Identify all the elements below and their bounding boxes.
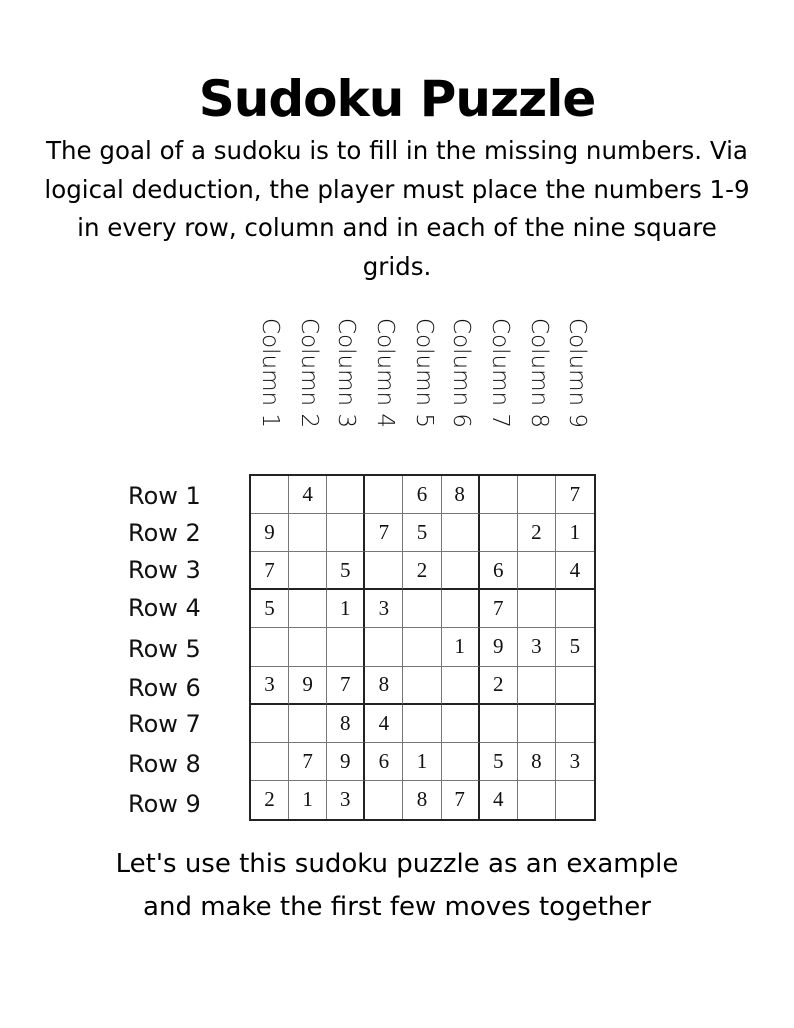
sudoku-cell[interactable]: [403, 628, 441, 666]
sudoku-cell[interactable]: [365, 476, 403, 514]
sudoku-cell[interactable]: 1: [556, 514, 594, 552]
sudoku-cell[interactable]: [365, 628, 403, 666]
sudoku-cell[interactable]: 7: [442, 781, 480, 819]
sudoku-cell[interactable]: [251, 628, 289, 666]
sudoku-cell[interactable]: [365, 781, 403, 819]
sudoku-cell[interactable]: [442, 705, 480, 743]
sudoku-cell[interactable]: 7: [327, 667, 365, 705]
column-label: Column 7: [487, 318, 513, 429]
sudoku-cell[interactable]: 5: [403, 514, 441, 552]
sudoku-cell[interactable]: [556, 781, 594, 819]
sudoku-cell[interactable]: 4: [556, 552, 594, 590]
sudoku-cell[interactable]: [327, 628, 365, 666]
sudoku-cell[interactable]: 8: [403, 781, 441, 819]
sudoku-cell[interactable]: [480, 514, 518, 552]
sudoku-cell[interactable]: 9: [327, 743, 365, 781]
sudoku-cell[interactable]: [289, 514, 327, 552]
sudoku-cell[interactable]: [327, 514, 365, 552]
column-label: Column 5: [411, 318, 437, 429]
intro-paragraph: The goal of a sudoku is to fill in the missing numbers. Via logical deduction, the player must place the numbers 1-9 in every row, column and in each of the nine square grids.: [44, 136, 750, 281]
outro-paragraph: Let's use this sudoku puzzle as an example and make the first few moves together: [115, 849, 679, 922]
sudoku-cell[interactable]: 4: [480, 781, 518, 819]
sudoku-cell[interactable]: [442, 667, 480, 705]
column-label: Column 4: [372, 318, 398, 429]
sudoku-cell[interactable]: 7: [480, 590, 518, 628]
sudoku-cell[interactable]: 7: [365, 514, 403, 552]
sudoku-cell[interactable]: [518, 476, 556, 514]
row-label: Row 1: [128, 482, 201, 510]
column-label: Column 9: [564, 318, 590, 429]
sudoku-cell[interactable]: 7: [289, 743, 327, 781]
sudoku-cell[interactable]: 8: [327, 705, 365, 743]
sudoku-cell[interactable]: 5: [480, 743, 518, 781]
sudoku-grid: [249, 474, 596, 821]
sudoku-cell[interactable]: 5: [556, 628, 594, 666]
row-label: Row 6: [128, 674, 201, 702]
sudoku-cell[interactable]: 9: [251, 514, 289, 552]
sudoku-cell[interactable]: 5: [327, 552, 365, 590]
sudoku-cell[interactable]: [251, 743, 289, 781]
sudoku-cell[interactable]: [442, 590, 480, 628]
page-title: Sudoku Puzzle: [198, 70, 596, 128]
sudoku-cell[interactable]: [518, 590, 556, 628]
sudoku-cell[interactable]: [518, 667, 556, 705]
sudoku-cell[interactable]: 2: [518, 514, 556, 552]
sudoku-cell[interactable]: [556, 590, 594, 628]
sudoku-cell[interactable]: [365, 552, 403, 590]
sudoku-cell[interactable]: 1: [403, 743, 441, 781]
sudoku-cell[interactable]: [289, 705, 327, 743]
sudoku-cell[interactable]: [442, 743, 480, 781]
row-label: Row 5: [128, 635, 201, 663]
sudoku-cell[interactable]: 9: [480, 628, 518, 666]
row-label: Row 2: [128, 519, 201, 547]
sudoku-cell[interactable]: 1: [289, 781, 327, 819]
sudoku-cell[interactable]: 3: [327, 781, 365, 819]
row-label: Row 4: [128, 594, 201, 622]
column-label: Column 2: [296, 318, 322, 429]
sudoku-cell[interactable]: [518, 552, 556, 590]
sudoku-cell[interactable]: [403, 590, 441, 628]
sudoku-cell[interactable]: [442, 552, 480, 590]
sudoku-cell[interactable]: 2: [403, 552, 441, 590]
sudoku-cell[interactable]: 3: [518, 628, 556, 666]
sudoku-cell[interactable]: [556, 667, 594, 705]
sudoku-cell[interactable]: [327, 476, 365, 514]
sudoku-cell[interactable]: 9: [289, 667, 327, 705]
sudoku-cell[interactable]: 8: [518, 743, 556, 781]
sudoku-cell[interactable]: [289, 552, 327, 590]
row-label: Row 9: [128, 790, 201, 818]
sudoku-cell[interactable]: 7: [556, 476, 594, 514]
sudoku-cell[interactable]: [403, 705, 441, 743]
sudoku-cell[interactable]: 6: [403, 476, 441, 514]
column-label: Column 8: [526, 318, 552, 429]
sudoku-cell[interactable]: 2: [251, 781, 289, 819]
sudoku-cell[interactable]: [480, 705, 518, 743]
sudoku-cell[interactable]: 2: [480, 667, 518, 705]
sudoku-cell[interactable]: [289, 590, 327, 628]
sudoku-cell[interactable]: 7: [251, 552, 289, 590]
sudoku-cell[interactable]: 6: [365, 743, 403, 781]
sudoku-cell[interactable]: [403, 667, 441, 705]
sudoku-cell[interactable]: [480, 476, 518, 514]
sudoku-cell[interactable]: [251, 705, 289, 743]
sudoku-cell[interactable]: [518, 781, 556, 819]
sudoku-cell[interactable]: [556, 705, 594, 743]
sudoku-cell[interactable]: 4: [289, 476, 327, 514]
column-label: Column 1: [257, 318, 283, 429]
sudoku-cell[interactable]: 3: [556, 743, 594, 781]
sudoku-cell[interactable]: 1: [327, 590, 365, 628]
sudoku-cell[interactable]: 3: [251, 667, 289, 705]
sudoku-cell[interactable]: 4: [365, 705, 403, 743]
column-label: Column 6: [448, 318, 474, 429]
sudoku-cell[interactable]: 8: [365, 667, 403, 705]
sudoku-cell[interactable]: 3: [365, 590, 403, 628]
sudoku-cell[interactable]: 5: [251, 590, 289, 628]
sudoku-cell[interactable]: [518, 705, 556, 743]
sudoku-cell[interactable]: [289, 628, 327, 666]
column-label: Column 3: [333, 318, 359, 429]
row-label: Row 3: [128, 556, 201, 584]
row-label: Row 7: [128, 710, 201, 738]
row-label: Row 8: [128, 750, 201, 778]
sudoku-cell[interactable]: [251, 476, 289, 514]
sudoku-cell[interactable]: 6: [480, 552, 518, 590]
sudoku-cell[interactable]: 1: [442, 628, 480, 666]
sudoku-cell[interactable]: 8: [442, 476, 480, 514]
sudoku-cell[interactable]: [442, 514, 480, 552]
